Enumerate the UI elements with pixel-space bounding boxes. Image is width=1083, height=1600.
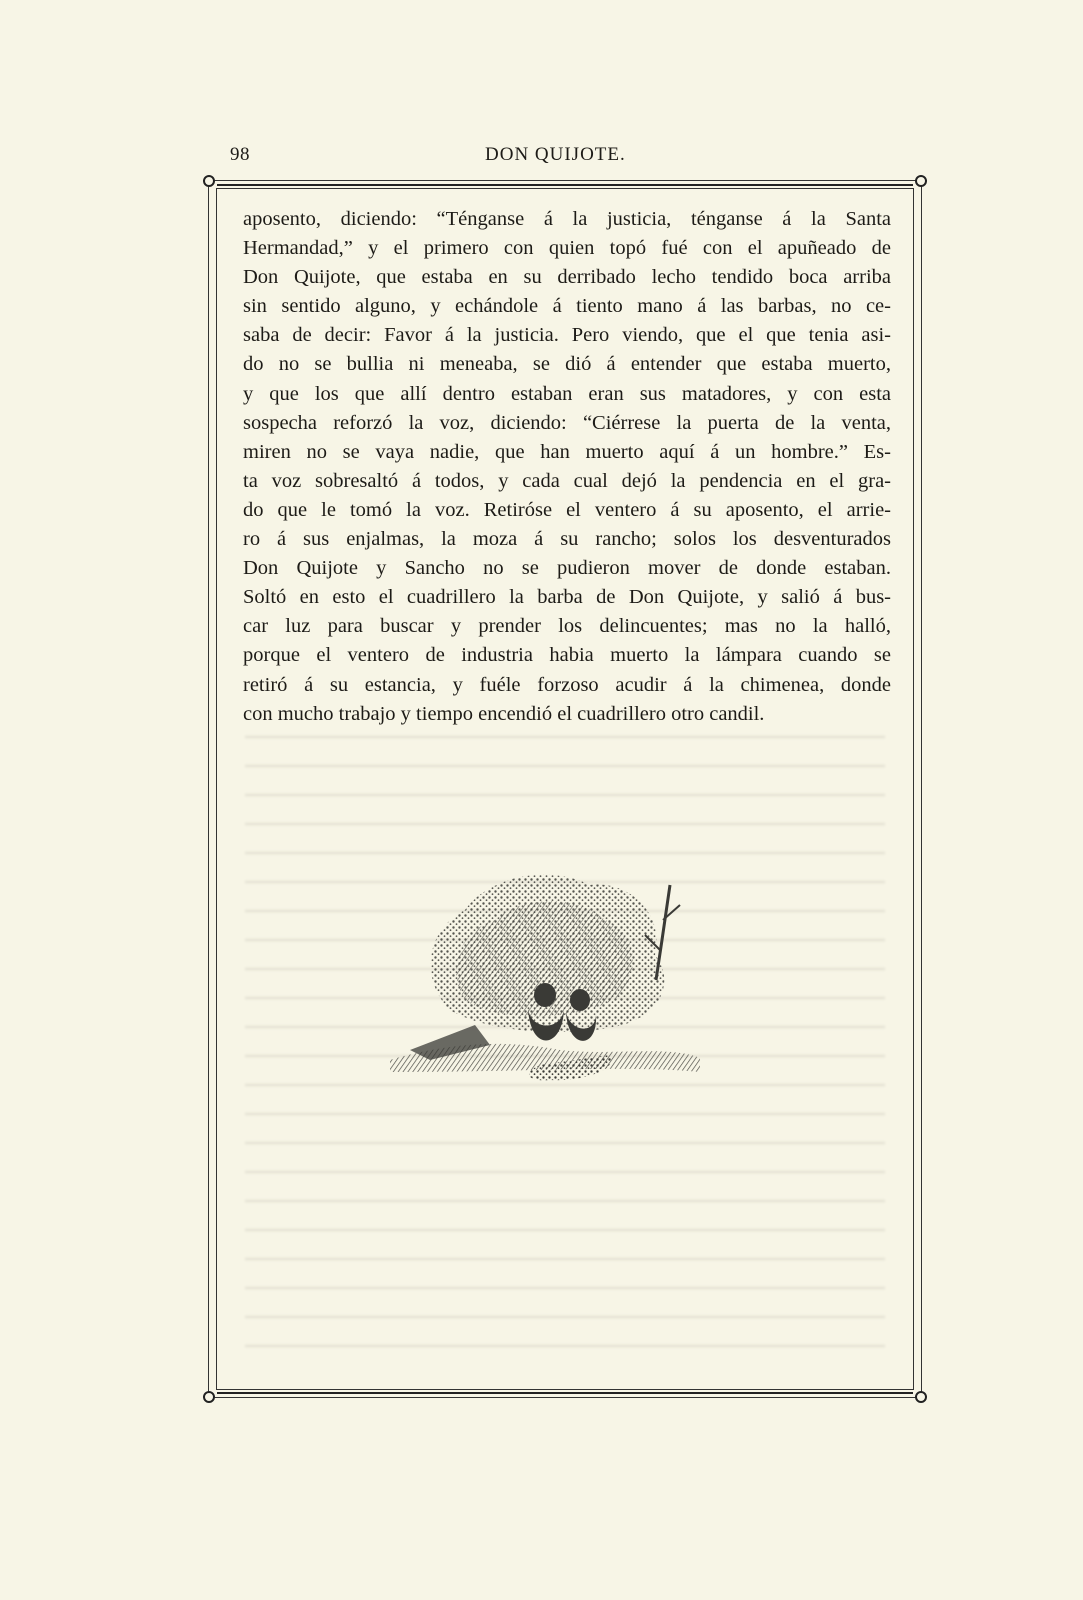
frame-corner-ornament-icon <box>203 175 215 187</box>
text-line: sospecha reforzó la voz, diciendo: “Ciérrese la puerta de la venta, <box>243 411 891 434</box>
text-line: porque el ventero de industria habia muerto la lámpara cuando se <box>243 644 891 667</box>
text-line: do que le tomó la voz. Retiróse el ventero á su aposento, el arrie- <box>243 498 891 521</box>
text-line: do no se bullia ni meneaba, se dió á entender que estaba muerto, <box>243 353 891 376</box>
running-title: DON QUIJOTE. <box>485 144 626 165</box>
text-line: car luz para buscar y prender los delincuentes; mas no la halló, <box>243 615 891 638</box>
woodcut-vignette-icon <box>380 860 710 1085</box>
text-line: Hermandad,” y el primero con quien topó fué con el apuñeado de <box>243 237 891 260</box>
text-line: ta voz sobresaltó á todos, y cada cual dejó la pendencia en el gra- <box>243 469 891 492</box>
page-number: 98 <box>230 144 250 165</box>
text-line: y que los que allí dentro estaban eran sus matadores, y con esta <box>243 382 891 405</box>
frame-corner-ornament-icon <box>915 1391 927 1403</box>
body-text <box>243 205 891 729</box>
frame-top-rule <box>217 184 913 186</box>
text-line: retiró á su estancia, y fuéle forzoso acudir á la chimenea, donde <box>243 673 891 696</box>
text-line: saba de decir: Favor á la justicia. Pero viendo, que el que tenia asi- <box>243 324 891 347</box>
text-line: con mucho trabajo y tiempo encendió el cuadrillero otro candil. <box>243 702 765 725</box>
frame-bottom-rule <box>217 1392 913 1394</box>
text-line: Soltó en esto el cuadrillero la barba de Don Quijote, y salió á bus- <box>243 586 891 609</box>
text-line: miren no se vaya nadie, que han muerto aquí á un hombre.” Es- <box>243 440 891 463</box>
text-line: ro á sus enjalmas, la moza á su rancho; solos los desventurados <box>243 528 891 551</box>
text-line: Don Quijote y Sancho no se pudieron mover de donde estaban. <box>243 557 891 580</box>
frame-corner-ornament-icon <box>915 175 927 187</box>
running-head <box>230 144 670 174</box>
text-line: aposento, diciendo: “Ténganse á la justicia, ténganse á la Santa <box>243 208 891 230</box>
text-line: Don Quijote, que estaba en su derribado lecho tendido boca arriba <box>243 266 891 289</box>
frame-corner-ornament-icon <box>203 1391 215 1403</box>
text-line: sin sentido alguno, y echándole á tiento mano á las barbas, no ce- <box>243 295 891 318</box>
